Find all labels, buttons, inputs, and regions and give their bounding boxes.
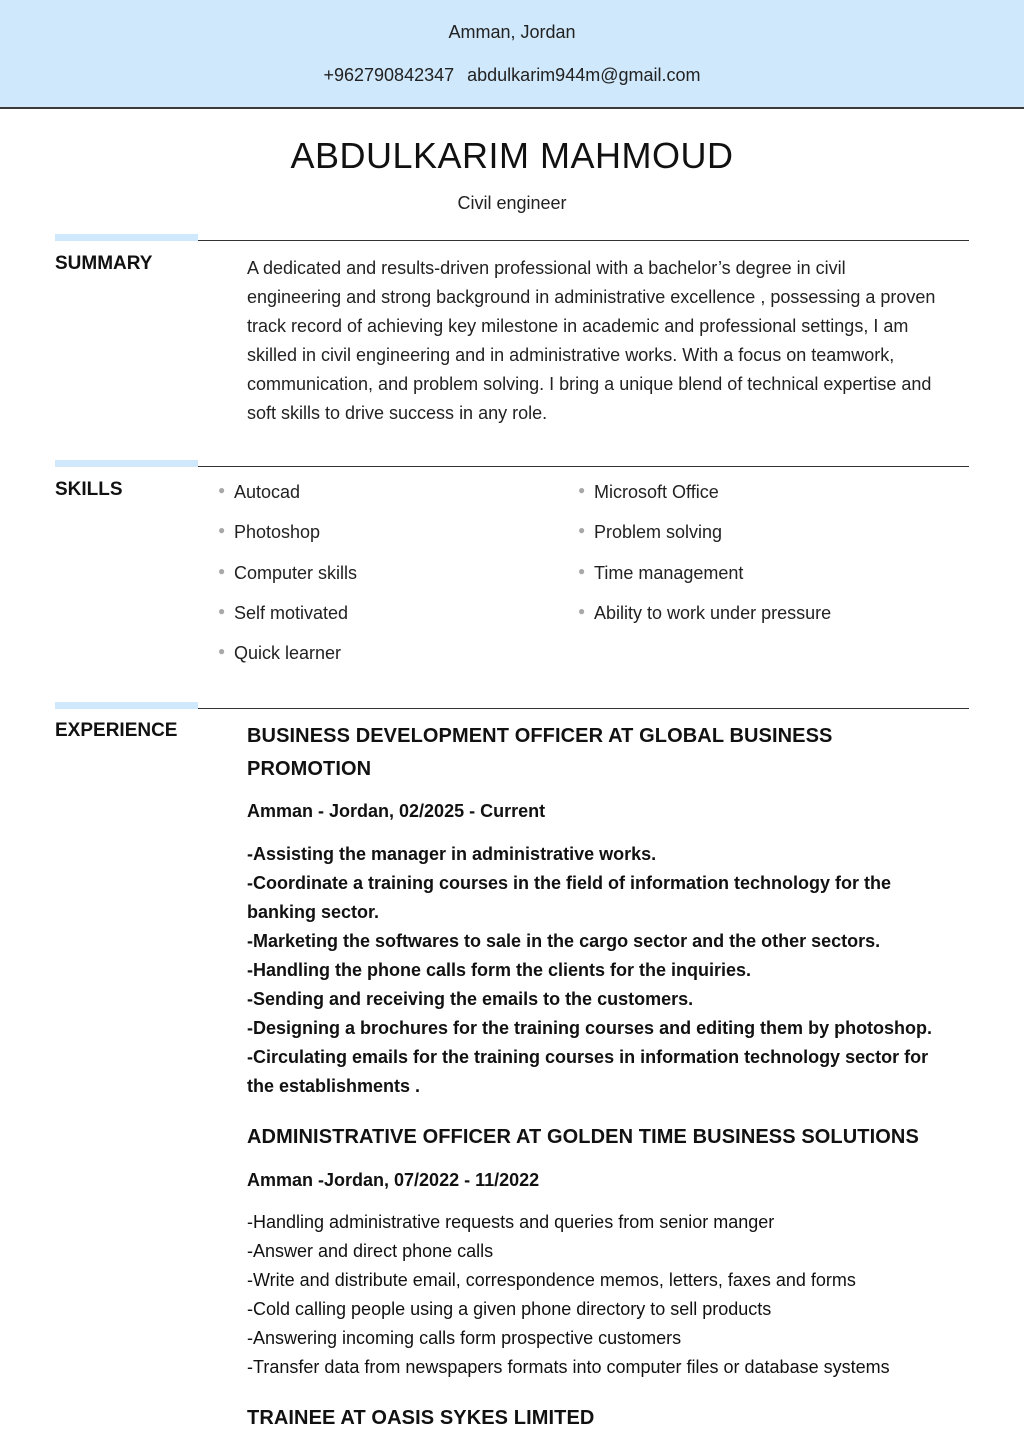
bullet-icon: ● [218,564,226,578]
skill-item: ● Computer skills [218,563,358,583]
full-name: ABDULKARIM MAHMOUD [290,135,734,176]
bullet-icon: ● [218,523,226,537]
skill-item: ● Autocad [218,482,301,502]
location: Amman, Jordan [448,22,576,42]
skill-item: ● Quick learner [218,643,342,663]
job-meta: Amman -Jordan, 07/2022 - 11/2022 [247,1170,540,1190]
email: abdulkarim944m@gmail.com [467,65,701,85]
duty-line: -Write and distribute email, correspondence memos, letters, faxes and forms [247,1270,856,1290]
summary-line: A dedicated and results-driven professional with a bachelor’s degree in civil [247,258,846,278]
bullet-icon: ● [218,604,226,618]
contact-line [0,65,1024,86]
bullet-icon: ● [578,604,586,618]
job-title: TRAINEE AT OASIS SYKES LIMITED [247,1407,595,1429]
job-title: BUSINESS DEVELOPMENT OFFICER AT GLOBAL BUSINESS PROMOTION [247,725,833,780]
job-title: ADMINISTRATIVE OFFICER AT GOLDEN TIME BUSINESS SOLUTIONS [247,1126,919,1148]
experience-accent-bar [55,702,198,709]
summary-heading: SUMMARY [55,253,153,274]
summary-line: track record of achieving key milestone in academic and professional settings, I am [247,316,909,336]
duty-line: -Handling administrative requests and queries from senior manger [247,1212,775,1232]
skill-item: ● Microsoft Office [578,482,719,502]
experience-divider [198,708,969,709]
duty-line: -Sending and receiving the emails to the customers. [247,989,694,1009]
header-band [0,0,1024,109]
summary-line: skilled in civil engineering and in administrative works. With a focus on teamwork, [247,345,895,365]
summary-line: soft skills to drive success in any role. [247,403,548,423]
duty-line: -Cold calling people using a given phone directory to sell products [247,1299,772,1319]
bullet-icon: ● [218,483,226,497]
job-role: Civil engineer [457,193,567,213]
skill-item: ● Ability to work under pressure [578,603,832,623]
summary-divider [198,240,969,241]
skills-divider [198,466,969,467]
duty-line: -Circulating emails for the training courses in information technology sector for [247,1047,929,1067]
duty-line: -Coordinate a training courses in the field of information technology for the [247,873,892,893]
bullet-icon: ● [218,644,226,658]
job-meta: Amman - Jordan, 02/2025 - Current [247,801,546,821]
duty-line: -Assisting the manager in administrative works. [247,844,657,864]
summary-line: communication, and problem solving. I bring a unique blend of technical expertise and [247,374,932,394]
duty-line: -Answer and direct phone calls [247,1241,494,1261]
duty-line: the establishments . [247,1076,421,1096]
phone: +962790842347 [323,65,455,85]
skill-item: ● Time management [578,563,744,583]
duty-line: -Marketing the softwares to sale in the cargo sector and the other sectors. [247,931,881,951]
skill-item: ● Photoshop [218,522,321,542]
bullet-icon: ● [578,564,586,578]
duty-line: -Answering incoming calls form prospective customers [247,1328,682,1348]
duty-line: banking sector. [247,902,380,922]
skill-item: ● Problem solving [578,522,723,542]
skills-heading: SKILLS [55,479,123,500]
summary-accent-bar [55,234,198,241]
experience-heading: EXPERIENCE [55,720,178,741]
bullet-icon: ● [578,523,586,537]
job-duties [247,840,967,1101]
bullet-icon: ● [578,483,586,497]
duty-line: -Transfer data from newspapers formats into computer files or database systems [247,1357,890,1377]
job-duties [247,1208,967,1382]
summary-line: engineering and strong background in administrative excellence , possessing a proven [247,287,936,307]
skills-accent-bar [55,460,198,467]
summary-text [247,254,972,428]
duty-line: -Handling the phone calls form the clients for the inquiries. [247,960,752,980]
skill-item: ● Self motivated [218,603,349,623]
duty-line: -Designing a brochures for the training courses and editing them by photoshop. [247,1018,933,1038]
